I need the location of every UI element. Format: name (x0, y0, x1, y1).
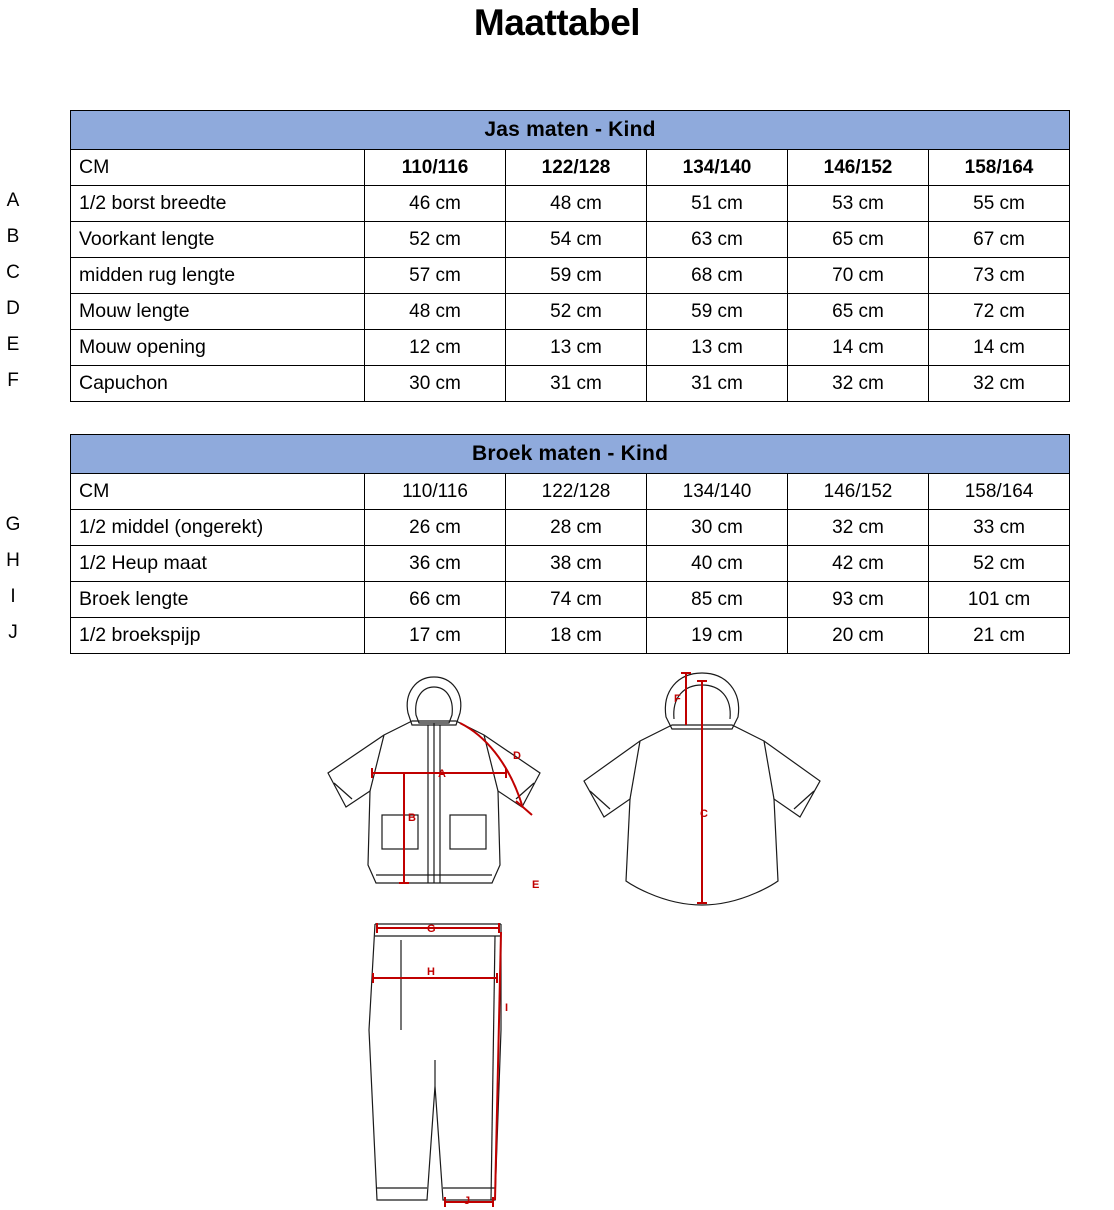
table-row (71, 510, 1070, 546)
jacket-cell-c-2: 59 cm (506, 258, 647, 294)
figure-label-c: C (700, 808, 708, 820)
trousers-cell-h-3: 40 cm (647, 546, 788, 582)
jacket-back-illustration (570, 665, 850, 935)
row-letter-j: J (8, 622, 18, 643)
jacket-header-size-2: 122/128 (506, 150, 647, 186)
jacket-cell-a-4: 53 cm (788, 186, 929, 222)
table-row (71, 330, 1070, 366)
trousers-cell-i-2: 74 cm (506, 582, 647, 618)
row-letter-e: E (6, 334, 20, 355)
trousers-cell-j-1: 17 cm (365, 618, 506, 654)
jacket-cell-b-5: 67 cm (929, 222, 1070, 258)
jacket-cell-f-2: 31 cm (506, 366, 647, 402)
jacket-row-label-e: Mouw opening (71, 330, 365, 366)
jacket-header-size-1: 110/116 (365, 150, 506, 186)
jacket-cell-b-4: 65 cm (788, 222, 929, 258)
trousers-header-size-3: 134/140 (647, 474, 788, 510)
table-row (71, 258, 1070, 294)
trousers-cell-h-4: 42 cm (788, 546, 929, 582)
table-row (71, 294, 1070, 330)
jacket-row-label-a: 1/2 borst breedte (71, 186, 365, 222)
jacket-header-size-4: 146/152 (788, 150, 929, 186)
figure-label-f: F (674, 693, 681, 705)
jacket-row-label-f: Capuchon (71, 366, 365, 402)
jacket-cell-a-2: 48 cm (506, 186, 647, 222)
jacket-cell-f-4: 32 cm (788, 366, 929, 402)
figure-label-h: H (427, 966, 435, 978)
jacket-row-label-b: Voorkant lengte (71, 222, 365, 258)
trousers-cell-g-5: 33 cm (929, 510, 1070, 546)
trousers-cell-i-5: 101 cm (929, 582, 1070, 618)
figure-label-d: D (513, 750, 521, 762)
jacket-cell-a-3: 51 cm (647, 186, 788, 222)
figure-label-g: G (427, 923, 436, 935)
figure-label-a: A (438, 768, 446, 780)
jacket-front-illustration (300, 665, 600, 935)
trousers-table-banner: Broek maten - Kind (71, 435, 1070, 474)
row-letter-c: C (6, 262, 20, 283)
trousers-header-size-1: 110/116 (365, 474, 506, 510)
jacket-cell-b-3: 63 cm (647, 222, 788, 258)
trousers-row-label-h: 1/2 Heup maat (71, 546, 365, 582)
jacket-row-label-c: midden rug lengte (71, 258, 365, 294)
trousers-cell-g-1: 26 cm (365, 510, 506, 546)
row-letter-h: H (6, 550, 20, 571)
row-letter-i: I (10, 586, 16, 607)
trousers-cell-h-2: 38 cm (506, 546, 647, 582)
trousers-cell-g-3: 30 cm (647, 510, 788, 546)
trousers-cell-g-4: 32 cm (788, 510, 929, 546)
jacket-cell-a-5: 55 cm (929, 186, 1070, 222)
jacket-cell-c-3: 68 cm (647, 258, 788, 294)
jacket-cell-c-5: 73 cm (929, 258, 1070, 294)
table-row (71, 186, 1070, 222)
table-row (71, 366, 1070, 402)
figure-label-i: I (505, 1002, 509, 1014)
trousers-header-size-2: 122/128 (506, 474, 647, 510)
trousers-cell-i-4: 93 cm (788, 582, 929, 618)
trousers-cell-i-1: 66 cm (365, 582, 506, 618)
figure-label-e: E (532, 879, 540, 891)
trousers-row-label-g: 1/2 middel (ongerekt) (71, 510, 365, 546)
trousers-cell-h-1: 36 cm (365, 546, 506, 582)
jacket-cell-c-1: 57 cm (365, 258, 506, 294)
trousers-size-table (70, 434, 1070, 654)
jacket-cell-d-3: 59 cm (647, 294, 788, 330)
jacket-cell-d-5: 72 cm (929, 294, 1070, 330)
table-row (71, 222, 1070, 258)
trousers-row-label-i: Broek lengte (71, 582, 365, 618)
jacket-header-cm: CM (71, 150, 365, 186)
figure-label-j: J (464, 1195, 471, 1207)
jacket-cell-d-1: 48 cm (365, 294, 506, 330)
jacket-cell-e-1: 12 cm (365, 330, 506, 366)
jacket-size-table-wrap (70, 110, 1070, 402)
jacket-cell-e-2: 13 cm (506, 330, 647, 366)
jacket-cell-b-2: 54 cm (506, 222, 647, 258)
row-letter-f: F (7, 370, 19, 391)
trousers-size-table-wrap (70, 434, 1070, 654)
jacket-cell-b-1: 52 cm (365, 222, 506, 258)
figure-label-b: B (408, 812, 416, 824)
jacket-cell-a-1: 46 cm (365, 186, 506, 222)
jacket-cell-f-1: 30 cm (365, 366, 506, 402)
trousers-illustration (355, 910, 545, 1210)
jacket-cell-f-3: 31 cm (647, 366, 788, 402)
jacket-cell-e-5: 14 cm (929, 330, 1070, 366)
jacket-table-banner: Jas maten - Kind (71, 111, 1070, 150)
page-title: Maattabel (473, 2, 641, 43)
measurement-figures (0, 660, 1114, 1207)
table-row (71, 582, 1070, 618)
jacket-cell-e-3: 13 cm (647, 330, 788, 366)
trousers-header-size-5: 158/164 (929, 474, 1070, 510)
trousers-cell-i-3: 85 cm (647, 582, 788, 618)
row-letter-d: D (6, 298, 20, 319)
jacket-size-table (70, 110, 1070, 402)
trousers-cell-h-5: 52 cm (929, 546, 1070, 582)
row-letter-g: G (5, 514, 21, 535)
row-letter-a: A (6, 190, 20, 211)
jacket-cell-d-2: 52 cm (506, 294, 647, 330)
trousers-header-cm: CM (71, 474, 365, 510)
jacket-cell-c-4: 70 cm (788, 258, 929, 294)
trousers-cell-j-3: 19 cm (647, 618, 788, 654)
trousers-cell-j-5: 21 cm (929, 618, 1070, 654)
jacket-cell-d-4: 65 cm (788, 294, 929, 330)
jacket-cell-f-5: 32 cm (929, 366, 1070, 402)
trousers-cell-j-2: 18 cm (506, 618, 647, 654)
table-row (71, 618, 1070, 654)
trousers-cell-j-4: 20 cm (788, 618, 929, 654)
jacket-header-size-5: 158/164 (929, 150, 1070, 186)
jacket-row-label-d: Mouw lengte (71, 294, 365, 330)
jacket-cell-e-4: 14 cm (788, 330, 929, 366)
table-row (71, 546, 1070, 582)
row-letter-b: B (6, 226, 20, 247)
jacket-header-size-3: 134/140 (647, 150, 788, 186)
trousers-cell-g-2: 28 cm (506, 510, 647, 546)
trousers-header-size-4: 146/152 (788, 474, 929, 510)
trousers-row-label-j: 1/2 broekspijp (71, 618, 365, 654)
